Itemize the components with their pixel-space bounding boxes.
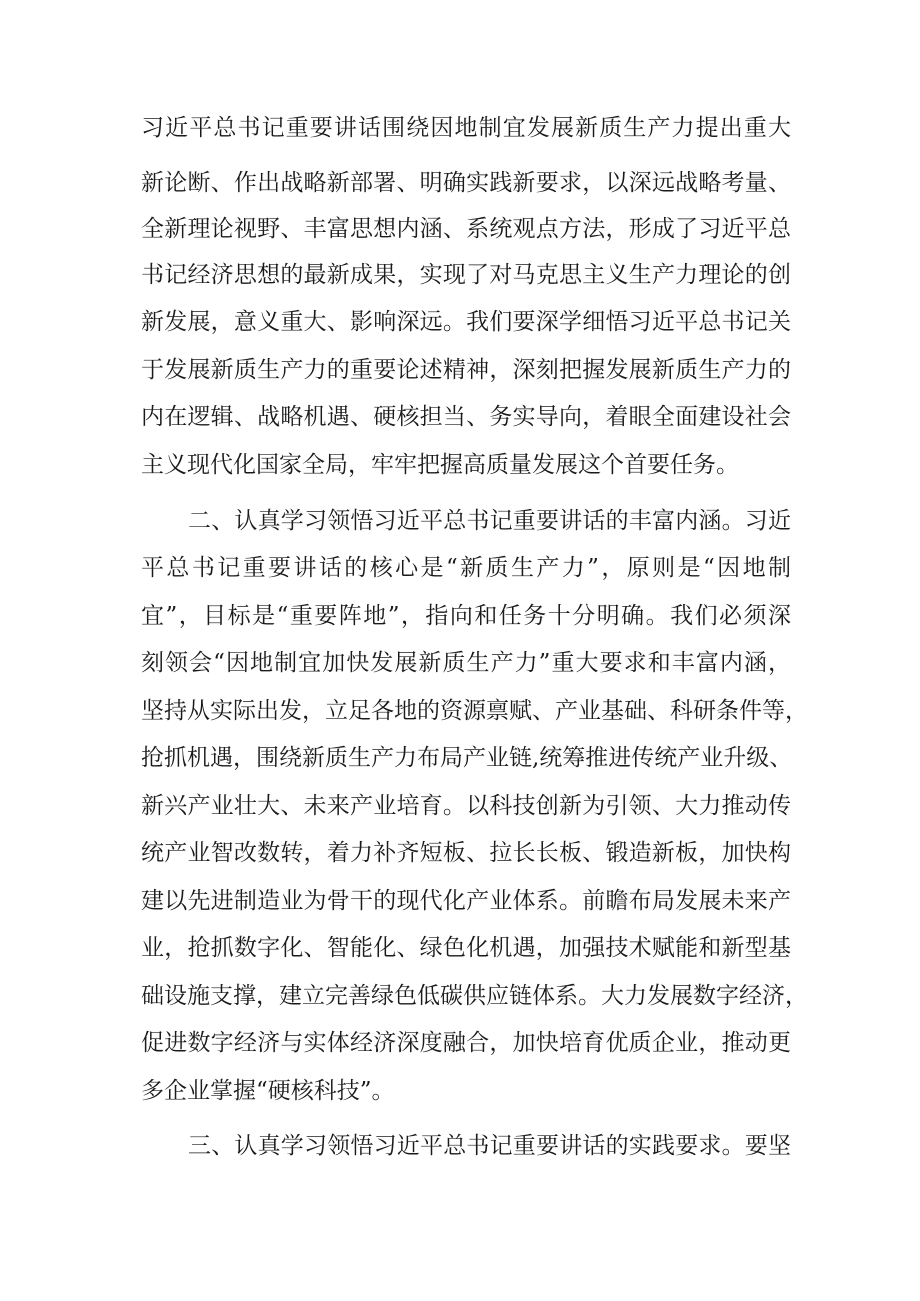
text-line: 多企业掌握“硬核科技”。: [141, 1078, 395, 1104]
text-line: 促进数字经济与实体经济深度融合，加快培育优质企业，推动更: [141, 1030, 791, 1056]
section-heading-line: 二、认真学习领悟习近平总书记重要讲话的丰富内涵。习近: [188, 508, 791, 534]
text-line: 书记经济思想的最新成果，实现了对马克思主义生产力理论的创: [141, 262, 791, 288]
text-line: 于发展新质生产力的重要论述精神，深刻把握发展新质生产力的: [141, 357, 791, 383]
text-line: 新发展，意义重大、影响深远。我们要深学细悟习近平总书记关: [141, 309, 791, 335]
text-line: 习近平总书记重要讲话围绕因地制宜发展新质生产力提出重大: [141, 115, 791, 141]
text-line: 平总书记重要讲话的核心是“新质生产力”，原则是“因地制: [141, 555, 791, 581]
text-line: 业，抢抓数字化、智能化、绿色化机遇，加强技术赋能和新型基: [141, 935, 791, 961]
text-line: 统产业智改数转，着力补齐短板、拉长长板、锻造新板，加快构: [141, 840, 791, 866]
text-line: 新论断、作出战略新部署、明确实践新要求，以深远战略考量、: [141, 170, 791, 196]
text-line: 抢抓机遇，围绕新质生产力布局产业链,统筹推进传统产业升级、: [141, 745, 793, 771]
text-line: 新兴产业壮大、未来产业培育。以科技创新为引领、大力推动传: [141, 793, 791, 819]
text-line: 全新理论视野、丰富思想内涵、系统观点方法，形成了习近平总: [141, 216, 791, 242]
text-line: 内在逻辑、战略机遇、硬核担当、务实导向，着眼全面建设社会: [141, 404, 791, 430]
text-line: 宜”，目标是“重要阵地”，指向和任务十分明确。我们必须深: [141, 603, 791, 629]
text-line: 础设施支撑，建立完善绿色低碳供应链体系。大力发展数字经济，: [141, 983, 808, 1009]
text-line: 刻领会“因地制宜加快发展新质生产力”重大要求和丰富内涵，: [141, 650, 791, 676]
text-line: 主义现代化国家全局，牢牢把握高质量发展这个首要任务。: [141, 452, 739, 478]
text-line: 建以先进制造业为骨干的现代化产业体系。前瞻布局发展未来产: [141, 888, 791, 914]
section-heading-line: 三、认真学习领悟习近平总书记重要讲话的实践要求。要坚: [188, 1133, 791, 1159]
text-line: 坚持从实际出发，立足各地的资源禀赋、产业基础、科研条件等，: [141, 698, 808, 724]
